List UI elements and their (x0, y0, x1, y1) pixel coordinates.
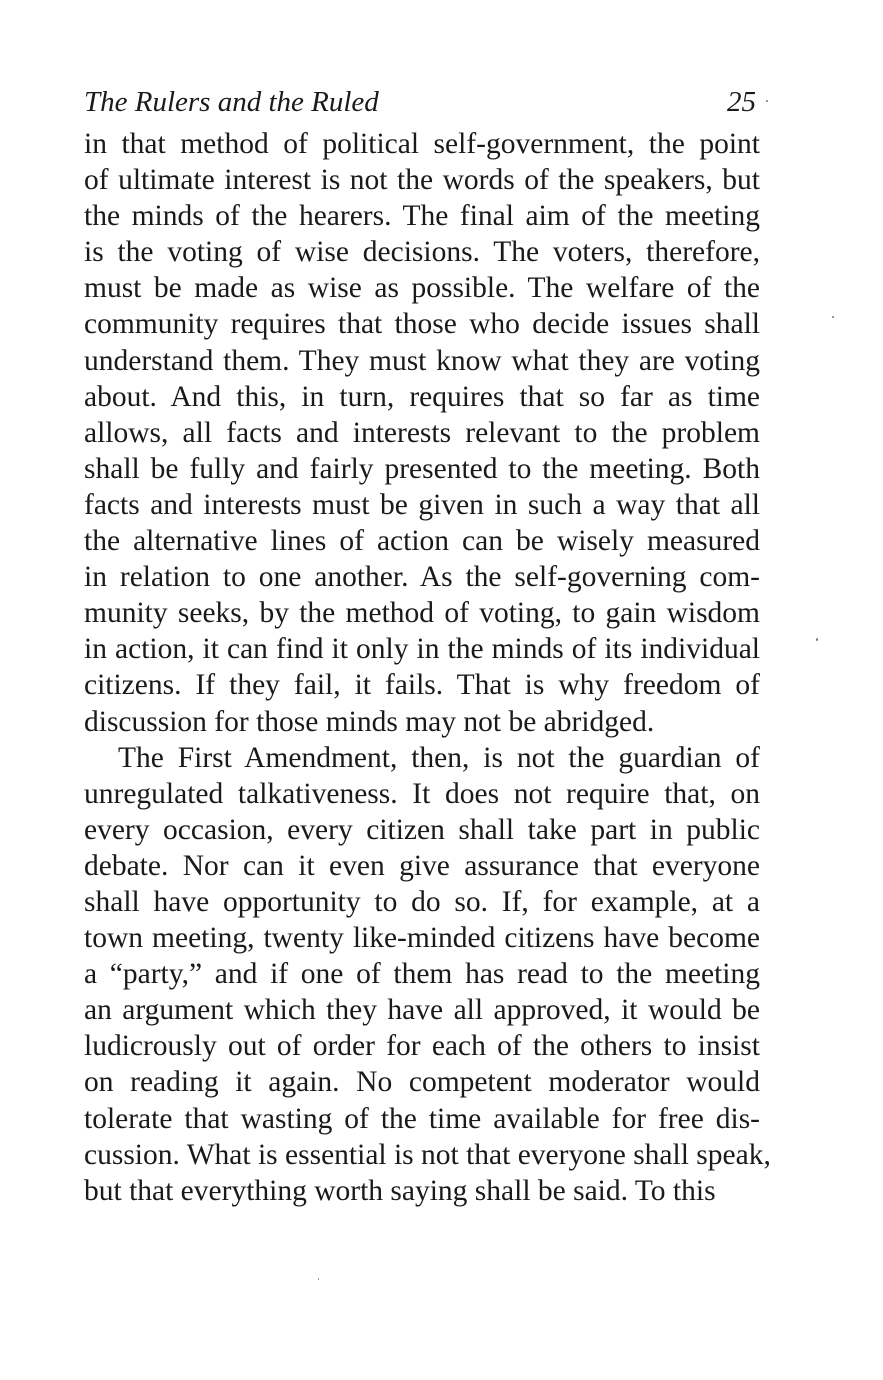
page-number: 25 (727, 86, 756, 118)
print-speck (318, 1278, 319, 1280)
text-line: but that everything worth saying shall be said. To this (84, 1174, 716, 1207)
text-line: on reading it again. No competent moderator would (84, 1066, 760, 1099)
text-line: an argument which they have all approved, it would be (84, 994, 760, 1027)
text-line: tolerate that wasting of the time available for free dis- (84, 1102, 760, 1135)
text-line: citizens. If they fail, it fails. That is why freedom of (84, 669, 760, 702)
text-line: discussion for those minds may not be abridged. (84, 705, 655, 738)
text-line: the minds of the hearers. The final aim of the meeting (84, 200, 760, 233)
text-line: community requires that those who decide issues shall (84, 308, 760, 341)
text-line: in action, it can find it only in the minds of its individual (84, 633, 760, 666)
text-line: allows, all facts and interests relevant to the problem (84, 416, 760, 449)
text-line: in that method of political self-government, the point (84, 128, 760, 160)
text-line: shall have opportunity to do so. If, for example, at a (84, 885, 760, 918)
text-line: shall be fully and fairly presented to the meeting. Both (84, 452, 760, 485)
text-line: a “party,” and if one of them has read to the meeting (84, 958, 760, 991)
text-line: is the voting of wise decisions. The voters, therefore, (84, 236, 760, 269)
paragraph-2 (84, 740, 771, 1209)
paragraph-1 (84, 126, 760, 740)
text-line: munity seeks, by the method of voting, to gain wisdom (84, 597, 760, 630)
text-line: understand them. They must know what they are voting (84, 344, 760, 377)
text-line: about. And this, in turn, requires that so far as time (84, 380, 760, 413)
text-line: must be made as wise as possible. The welfare of the (84, 272, 760, 305)
text-line: cussion. What is essential is not that everyone shall speak, (84, 1138, 771, 1171)
print-speck (832, 316, 834, 318)
text-line: the alternative lines of action can be wisely measured (84, 525, 760, 558)
book-page (84, 86, 771, 1209)
text-line: The First Amendment, then, is not the guardian of (118, 741, 760, 774)
text-line: facts and interests must be given in such a way that all (84, 488, 760, 521)
text-line: ludicrously out of order for each of the others to insist (84, 1030, 760, 1063)
text-line: of ultimate interest is not the words of the speakers, but (84, 164, 760, 197)
running-head (84, 86, 760, 126)
running-title: The Rulers and the Ruled (84, 86, 379, 118)
text-line: town meeting, twenty like-minded citizens have become (84, 922, 760, 955)
text-line: every occasion, every citizen shall take part in public (84, 813, 760, 846)
text-line: in relation to one another. As the self-governing com- (84, 561, 760, 594)
print-speck (766, 100, 768, 102)
text-line: unregulated talkativeness. It does not require that, on (84, 777, 760, 810)
print-speck (816, 638, 818, 641)
text-line: debate. Nor can it even give assurance that everyone (84, 849, 760, 882)
